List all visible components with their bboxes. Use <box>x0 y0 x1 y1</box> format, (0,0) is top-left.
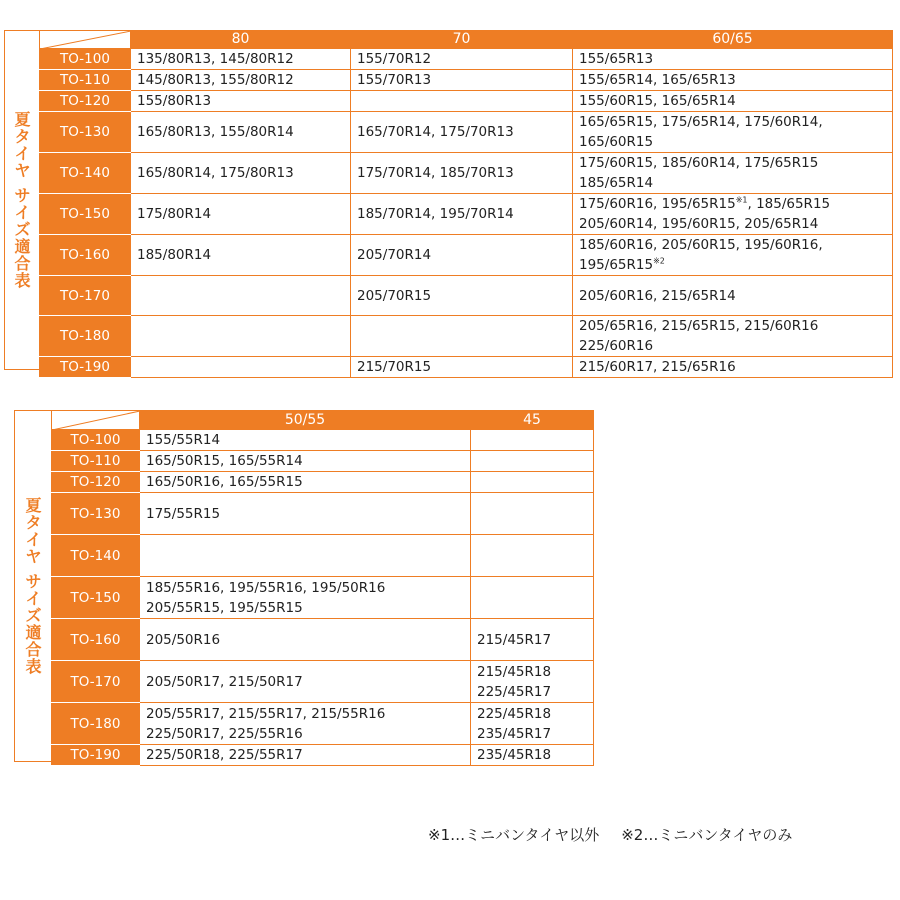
header-80: 80 <box>131 31 351 49</box>
table-5055-45 <box>51 410 594 766</box>
side-label-char: 合 <box>25 640 42 659</box>
model-cell: TO-130 <box>52 493 140 535</box>
tire-size-line: 215/70R15 <box>357 359 432 375</box>
model-cell: TO-190 <box>40 357 131 378</box>
side-label-char: サ <box>14 186 31 205</box>
tire-size-line: 205/55R17, 215/55R17, 215/55R16 <box>146 705 386 722</box>
tire-size-line: 155/70R12 <box>357 51 432 67</box>
side-label-char: イ <box>14 144 31 163</box>
tire-size-line: 165/80R14, 175/80R13 <box>137 165 294 181</box>
side-label-1 <box>4 30 40 370</box>
header-6065: 60/65 <box>573 31 893 49</box>
size-cell <box>573 235 893 276</box>
model-cell: TO-150 <box>52 577 140 619</box>
side-label-char: イ <box>25 530 42 549</box>
model-cell: TO-160 <box>52 619 140 661</box>
tire-size-line: 165/60R15 <box>579 134 654 150</box>
model-cell: TO-120 <box>40 91 131 112</box>
table-row <box>52 451 594 472</box>
tire-size-line: 185/65R14 <box>579 175 654 191</box>
size-cell <box>131 70 351 91</box>
corner-cell <box>52 411 140 430</box>
tire-size-line: 225/45R17 <box>477 683 552 700</box>
table-80-70-6065 <box>39 30 893 378</box>
size-cell <box>140 493 471 535</box>
side-label-char: ヤ <box>14 161 31 180</box>
table-row <box>40 91 893 112</box>
model-cell: TO-180 <box>52 703 140 745</box>
tire-size-line: 205/50R17, 215/50R17 <box>146 673 303 690</box>
table-row <box>52 577 594 619</box>
size-cell <box>351 316 573 357</box>
size-cell <box>351 49 573 70</box>
size-cell <box>471 472 594 493</box>
size-cell <box>573 194 893 235</box>
size-cell <box>140 661 471 703</box>
size-cell <box>140 577 471 619</box>
side-label-char: 合 <box>14 254 31 273</box>
size-cell <box>471 619 594 661</box>
footnotes <box>428 824 792 845</box>
side-label-char: イ <box>14 203 31 222</box>
size-cell <box>131 276 351 316</box>
tire-size-line: 185/70R14, 195/70R14 <box>357 206 514 222</box>
side-label-char: サ <box>25 572 42 591</box>
tire-size-line: 155/55R14 <box>146 432 221 448</box>
tire-size-line: 165/70R14, 175/70R13 <box>357 124 514 140</box>
size-cell <box>573 70 893 91</box>
side-label-char: ヤ <box>25 547 42 566</box>
footnote-1: ※1…ミニバンタイヤ以外 <box>428 826 600 844</box>
tire-size-line: 205/55R15, 195/55R15 <box>146 599 303 616</box>
tire-size-line: 155/65R14, 165/65R13 <box>579 72 736 88</box>
table-row <box>52 535 594 577</box>
tire-size-line: 155/60R15, 165/65R14 <box>579 93 736 109</box>
tire-size-line: 185/55R16, 195/55R16, 195/50R16 <box>146 579 386 596</box>
tire-size-line: 205/60R16, 215/65R14 <box>579 287 736 304</box>
footnote-mark: ※1 <box>735 195 748 205</box>
model-cell: TO-190 <box>52 745 140 766</box>
model-cell: TO-100 <box>52 430 140 451</box>
size-cell <box>351 194 573 235</box>
tire-size-line: 165/80R13, 155/80R14 <box>137 124 294 140</box>
tire-size-line: 235/45R17 <box>477 725 552 742</box>
side-label-char: 表 <box>14 271 31 290</box>
size-cell <box>573 316 893 357</box>
corner-cell <box>40 31 131 49</box>
header-70: 70 <box>351 31 573 49</box>
tire-size-line: 225/50R17, 225/55R16 <box>146 725 303 742</box>
side-label-char: 夏 <box>14 110 31 129</box>
table-row <box>52 703 594 745</box>
table-row <box>40 70 893 91</box>
size-cell <box>140 535 471 577</box>
side-label-char: タ <box>14 127 31 146</box>
tire-size-line: 155/70R13 <box>357 72 432 88</box>
size-cell <box>471 577 594 619</box>
table-row <box>52 619 594 661</box>
tire-size-line: 165/50R15, 165/55R14 <box>146 453 303 469</box>
table-row <box>52 430 594 451</box>
table-row <box>40 49 893 70</box>
tire-size-line: 215/45R17 <box>477 631 552 648</box>
size-cell <box>131 235 351 276</box>
size-cell <box>573 49 893 70</box>
size-cell <box>140 472 471 493</box>
tire-size-line: 145/80R13, 155/80R12 <box>137 72 294 88</box>
size-cell <box>573 112 893 153</box>
table-row <box>40 112 893 153</box>
model-cell: TO-180 <box>40 316 131 357</box>
header-45: 45 <box>471 411 594 430</box>
tire-size-line: 215/60R17, 215/65R16 <box>579 359 736 375</box>
model-cell: TO-170 <box>52 661 140 703</box>
footnote-2: ※2…ミニバンタイヤのみ <box>621 826 793 844</box>
model-cell: TO-140 <box>40 153 131 194</box>
model-cell: TO-170 <box>40 276 131 316</box>
size-cell <box>140 430 471 451</box>
side-label-2 <box>14 410 52 762</box>
size-cell <box>140 451 471 472</box>
model-cell: TO-150 <box>40 194 131 235</box>
size-cell <box>140 745 471 766</box>
tire-size-line: 205/70R14 <box>357 247 432 263</box>
tire-size-line: 155/80R13 <box>137 93 212 109</box>
model-cell: TO-100 <box>40 49 131 70</box>
table-row <box>52 745 594 766</box>
size-cell <box>131 316 351 357</box>
tire-size-line: 185/60R16, 205/60R15, 195/60R16, <box>579 237 823 253</box>
table-row <box>40 235 893 276</box>
tire-size-line: 175/80R14 <box>137 206 212 222</box>
tire-size-line: 165/50R16, 165/55R15 <box>146 474 303 490</box>
tire-size-line: 135/80R13, 145/80R12 <box>137 51 294 67</box>
side-label-char: 夏 <box>25 496 42 515</box>
tire-size-line: 175/60R15, 185/60R14, 175/65R15 <box>579 155 819 171</box>
size-cell <box>471 703 594 745</box>
model-cell: TO-160 <box>40 235 131 276</box>
model-cell: TO-130 <box>40 112 131 153</box>
table-row <box>40 276 893 316</box>
header-5055: 50/55 <box>140 411 471 430</box>
size-cell <box>471 535 594 577</box>
table-row <box>40 357 893 378</box>
side-label-char: イ <box>25 589 42 608</box>
size-cell <box>131 91 351 112</box>
model-cell: TO-120 <box>52 472 140 493</box>
tire-size-line: 175/60R16, 195/65R15$^{※1}$, 185/65R15 <box>579 195 831 212</box>
model-cell: TO-140 <box>52 535 140 577</box>
model-cell: TO-110 <box>52 451 140 472</box>
size-cell <box>131 49 351 70</box>
side-label-char: 適 <box>14 237 31 256</box>
size-cell <box>131 153 351 194</box>
tire-size-line: 185/80R14 <box>137 247 212 263</box>
tire-size-line: 175/55R15 <box>146 505 221 522</box>
size-cell <box>351 357 573 378</box>
size-cell <box>573 153 893 194</box>
table-row <box>40 316 893 357</box>
size-cell <box>131 112 351 153</box>
table-row <box>52 493 594 535</box>
table-row <box>40 153 893 194</box>
tire-size-line: 205/50R16 <box>146 631 221 648</box>
size-cell <box>131 194 351 235</box>
tire-size-line: 215/45R18 <box>477 663 552 680</box>
side-label-char: タ <box>25 513 42 532</box>
size-cell <box>471 430 594 451</box>
tire-size-line: 205/65R16, 215/65R15, 215/60R16 <box>579 318 819 334</box>
tire-size-line: 155/65R13 <box>579 51 654 67</box>
size-cell <box>351 112 573 153</box>
tire-size-line: 165/65R15, 175/65R14, 175/60R14, <box>579 114 823 130</box>
side-label-char: 適 <box>25 623 42 642</box>
tire-size-line: 225/45R18 <box>477 705 552 722</box>
tire-size-line: 175/70R14, 185/70R13 <box>357 165 514 181</box>
model-cell: TO-110 <box>40 70 131 91</box>
size-cell <box>573 91 893 112</box>
table-row <box>40 194 893 235</box>
size-cell <box>351 153 573 194</box>
size-cell <box>471 661 594 703</box>
tire-size-line: 225/60R16 <box>579 338 654 354</box>
size-cell <box>471 493 594 535</box>
footnote-mark: ※2 <box>653 256 665 266</box>
side-label-char: ズ <box>14 220 31 239</box>
size-cell <box>573 357 893 378</box>
tire-size-line: 205/70R15 <box>357 287 432 304</box>
size-cell <box>471 745 594 766</box>
size-cell <box>351 276 573 316</box>
tire-size-line: 195/65R15$^{※2}$ <box>579 256 665 273</box>
size-cell <box>140 703 471 745</box>
size-cell <box>351 235 573 276</box>
size-cell <box>471 451 594 472</box>
size-cell <box>131 357 351 378</box>
size-cell <box>351 70 573 91</box>
table-row <box>52 472 594 493</box>
size-cell <box>573 276 893 316</box>
tire-size-line: 235/45R18 <box>477 747 552 763</box>
side-label-char: 表 <box>25 657 42 676</box>
tire-size-line: 225/50R18, 225/55R17 <box>146 747 303 763</box>
tire-size-line: 205/60R14, 195/60R15, 205/65R14 <box>579 216 819 232</box>
table-row <box>52 661 594 703</box>
size-cell <box>351 91 573 112</box>
side-label-char: ズ <box>25 606 42 625</box>
size-cell <box>140 619 471 661</box>
